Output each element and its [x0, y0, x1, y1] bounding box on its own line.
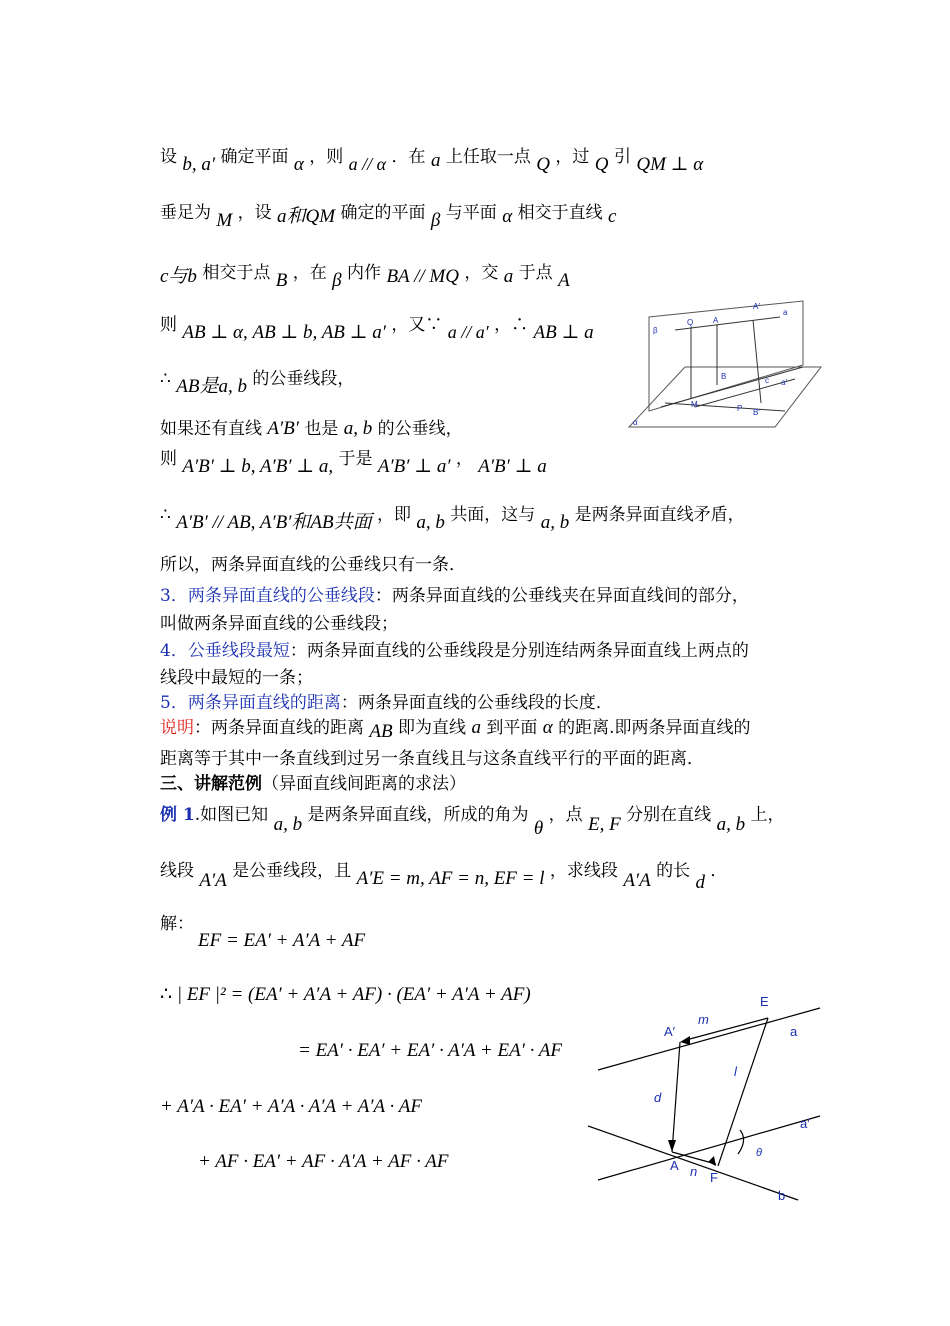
- label-a-prime: a′: [800, 1116, 810, 1131]
- proof-line-1: [160, 146, 704, 175]
- math-E-F: E, F: [588, 814, 621, 835]
- text: 的长: [656, 861, 691, 881]
- text: ，: [455, 449, 473, 469]
- proof-line-5: [160, 368, 355, 397]
- math-A-prime-B-prime: A′B′: [267, 418, 299, 439]
- label-alpha: α: [633, 418, 638, 427]
- text: .如图已知: [194, 805, 269, 825]
- definition-5-title: 5．两条异面直线的距离: [160, 693, 341, 713]
- math-d: d: [695, 872, 706, 893]
- math-a: a: [430, 150, 441, 171]
- text: 是公垂线段，且: [232, 861, 352, 881]
- label-A: A: [670, 1158, 679, 1173]
- text: ：两条异面直线的公垂线段是分别连结两条异面直线上两点的: [289, 641, 749, 661]
- label-P: P: [737, 404, 743, 413]
- math-B: B: [275, 270, 288, 291]
- therefore-symbol: ∴: [160, 984, 173, 1005]
- text: 与平面: [445, 203, 497, 223]
- solution-label: 解：: [160, 914, 194, 934]
- math-c-and-b: c与b: [160, 266, 197, 287]
- example-label: 例 1: [160, 805, 195, 825]
- equation-4: + A′A · EA′ + A′A · A′A + A′A · AF: [160, 1096, 422, 1117]
- math-ba-prime: b, a′: [182, 154, 216, 175]
- text: ∴: [160, 369, 171, 389]
- definition-3-title: 3．两条异面直线的公垂线段: [160, 586, 375, 606]
- text: 的公垂线段，: [252, 369, 355, 389]
- math-a-b: a, b: [343, 418, 373, 439]
- text: ∴: [160, 505, 171, 525]
- math-A-prime-A: A′A: [199, 870, 227, 891]
- example-1-cont: [160, 860, 728, 893]
- math-a-parallel-a-prime: a // a′: [447, 322, 489, 342]
- equation-2: [160, 983, 531, 1006]
- label-M: M: [691, 400, 698, 409]
- text: 如果还有直线: [160, 419, 262, 439]
- text: 垂足为: [160, 203, 211, 223]
- text: 相交于直线: [517, 203, 603, 223]
- line-b: [665, 403, 785, 411]
- line-c: [661, 367, 803, 407]
- text: 于是: [338, 449, 373, 469]
- proof-line-8: [160, 504, 745, 533]
- section-heading: [160, 774, 466, 794]
- proof-line-2: [160, 202, 617, 231]
- label-a-prime: a′: [781, 378, 787, 387]
- text: ，求线段: [549, 861, 618, 881]
- planes-diagram: [625, 295, 825, 435]
- math-AB-perp: AB ⊥ α, AB ⊥ b, AB ⊥ a′: [182, 322, 386, 343]
- text: ，即: [377, 505, 411, 525]
- text: ，∴: [494, 315, 529, 335]
- definition-3-cont: 叫做两条异面直线的公垂线段；: [160, 614, 398, 634]
- text: ，交: [464, 263, 499, 283]
- label-A-prime: A′: [753, 302, 760, 311]
- math-a: a: [471, 717, 481, 738]
- proof-line-6: [160, 418, 463, 441]
- math-beta: β: [430, 210, 441, 231]
- math-a-and-QM: a和QM: [277, 206, 336, 227]
- label-Q: Q: [687, 318, 694, 327]
- text: 上，: [750, 805, 785, 825]
- math-a-b: a, b: [416, 512, 445, 533]
- math-given: A′E = m, AF = n, EF = l: [356, 868, 545, 889]
- label-E: E: [760, 994, 769, 1009]
- math-perp-a-prime: A′B′ ⊥ a′: [377, 456, 451, 477]
- angle-arc: [738, 1130, 744, 1154]
- math-A-prime-B-prime-perp: A′B′ ⊥ b, A′B′ ⊥ a,: [182, 456, 334, 477]
- label-l: l: [734, 1064, 737, 1079]
- text: ：两条异面直线的公垂线夹在异面直线间的部分，: [374, 586, 749, 606]
- label-B-prime: B′: [753, 408, 760, 417]
- text: ，在: [292, 263, 327, 283]
- text: 内作: [347, 263, 382, 283]
- label-a: a: [790, 1024, 798, 1039]
- label-b: b: [778, 1188, 786, 1203]
- text: ．在: [391, 147, 426, 167]
- text: 是两条异面直线矛盾，: [574, 505, 745, 525]
- text: 于点: [518, 263, 553, 283]
- text: 则: [160, 449, 177, 469]
- math-a-b: a, b: [716, 814, 746, 835]
- equation-5: + AF · EA′ + AF · A′A + AF · AF: [198, 1151, 449, 1172]
- text: ，则: [309, 147, 344, 167]
- arrowhead-d: [668, 1140, 676, 1152]
- equation-2-body: | EF |² = (EA′ + A′A + AF) · (EA′ + A′A + AF): [176, 984, 531, 1005]
- text: 确定的平面: [340, 203, 426, 223]
- equation-3: = EA′ · EA′ + EA′ · A′A + EA′ · AF: [298, 1040, 562, 1061]
- math-A: A: [558, 270, 570, 291]
- text: ：两条异面直线的距离: [194, 718, 364, 738]
- math-AB-is-ab: AB是a, b: [176, 376, 247, 397]
- text: 到平面: [486, 718, 538, 738]
- text: 的公垂线，: [377, 419, 463, 439]
- math-theta: θ: [533, 818, 544, 839]
- example-1: [160, 804, 785, 839]
- math-alpha: α: [502, 206, 513, 227]
- segment-d: [672, 1042, 680, 1152]
- text: 线段: [160, 861, 194, 881]
- definition-3: [160, 586, 749, 606]
- text: ，设: [237, 203, 272, 223]
- section-title: 三、讲解范例: [160, 774, 262, 794]
- arrowhead-l: [708, 1156, 716, 1166]
- line-b: [598, 1116, 820, 1180]
- note-cont: 距离等于其中一条直线到过另一条直线且与这条直线平行的平面的距离．: [160, 749, 704, 769]
- math-A-prime-A: A′A: [623, 870, 651, 891]
- skew-lines-diagram: [588, 990, 828, 1210]
- definition-4-cont: 线段中最短的一条；: [160, 668, 313, 688]
- math-a-parallel-alpha: a // α: [348, 154, 387, 174]
- label-c: c: [765, 376, 769, 385]
- proof-line-3: [160, 262, 570, 291]
- text: 设: [160, 147, 177, 167]
- math-beta: β: [332, 270, 342, 291]
- math-Q: Q: [594, 154, 609, 175]
- math-BA-parallel-MQ: BA // MQ: [386, 266, 459, 287]
- section-subtitle: （异面直线间距离的求法）: [262, 774, 466, 794]
- math-Q: Q: [536, 154, 550, 175]
- text: 上任取一点: [445, 147, 531, 167]
- text: 相交于点: [202, 263, 271, 283]
- text: 即为直线: [398, 718, 467, 738]
- text: 引: [613, 147, 631, 167]
- text: ．: [710, 861, 728, 881]
- definition-4: [160, 641, 749, 661]
- math-AB-perp-a: AB ⊥ a: [533, 322, 594, 343]
- note: [160, 717, 751, 740]
- definition-4-title: 4．公垂线段最短: [160, 641, 290, 661]
- label-F: F: [710, 1170, 718, 1185]
- label-A: A: [713, 316, 719, 325]
- label-A-prime: A′: [664, 1024, 676, 1039]
- math-AB: AB: [369, 721, 393, 742]
- definition-5: [160, 693, 613, 713]
- label-beta: β: [653, 326, 658, 335]
- proof-line-4: [160, 314, 594, 343]
- text: ，又∵: [391, 315, 443, 335]
- text: 共面，这与: [450, 505, 536, 525]
- proof-line-7: [160, 448, 547, 477]
- text: ，点: [548, 805, 583, 825]
- text: 分别在直线: [626, 805, 712, 825]
- math-a-b: a, b: [540, 512, 570, 533]
- arrowhead-m: [680, 1036, 690, 1045]
- math-c: c: [608, 206, 617, 227]
- math-coplanar: A′B′ // AB, A′B′和AB共面: [176, 512, 372, 533]
- math-alpha: α: [293, 154, 304, 175]
- label-n: n: [690, 1164, 698, 1179]
- math-perp-a: A′B′ ⊥ a: [478, 456, 547, 477]
- math-alpha: α: [542, 717, 553, 738]
- note-label: 说明: [160, 718, 194, 738]
- label-a: a: [783, 308, 788, 317]
- math-QM-perp-alpha: QM ⊥ α: [636, 154, 704, 175]
- label-B: B: [721, 372, 727, 381]
- equation-1: EF = EA′ + A′A + AF: [198, 930, 366, 951]
- line-a: [598, 1008, 820, 1070]
- line-a-prime: [588, 1126, 798, 1200]
- text: 是两条异面直线，所成的角为: [307, 805, 529, 825]
- text: 也是: [304, 419, 339, 439]
- math-a: a: [503, 266, 514, 287]
- label-d: d: [654, 1090, 662, 1105]
- label-m: m: [698, 1012, 709, 1027]
- math-M: M: [216, 210, 233, 231]
- text: ：两条异面直线的公垂线段的长度．: [340, 693, 613, 713]
- conclusion-line: 所以，两条异面直线的公垂线只有一条．: [160, 555, 466, 575]
- math-a-b: a, b: [273, 814, 303, 835]
- text: 的距离.即两条异面直线的: [558, 718, 751, 738]
- label-theta: θ: [756, 1147, 762, 1159]
- text: 则: [160, 315, 177, 335]
- text: ，过: [555, 147, 590, 167]
- text: 确定平面: [220, 147, 289, 167]
